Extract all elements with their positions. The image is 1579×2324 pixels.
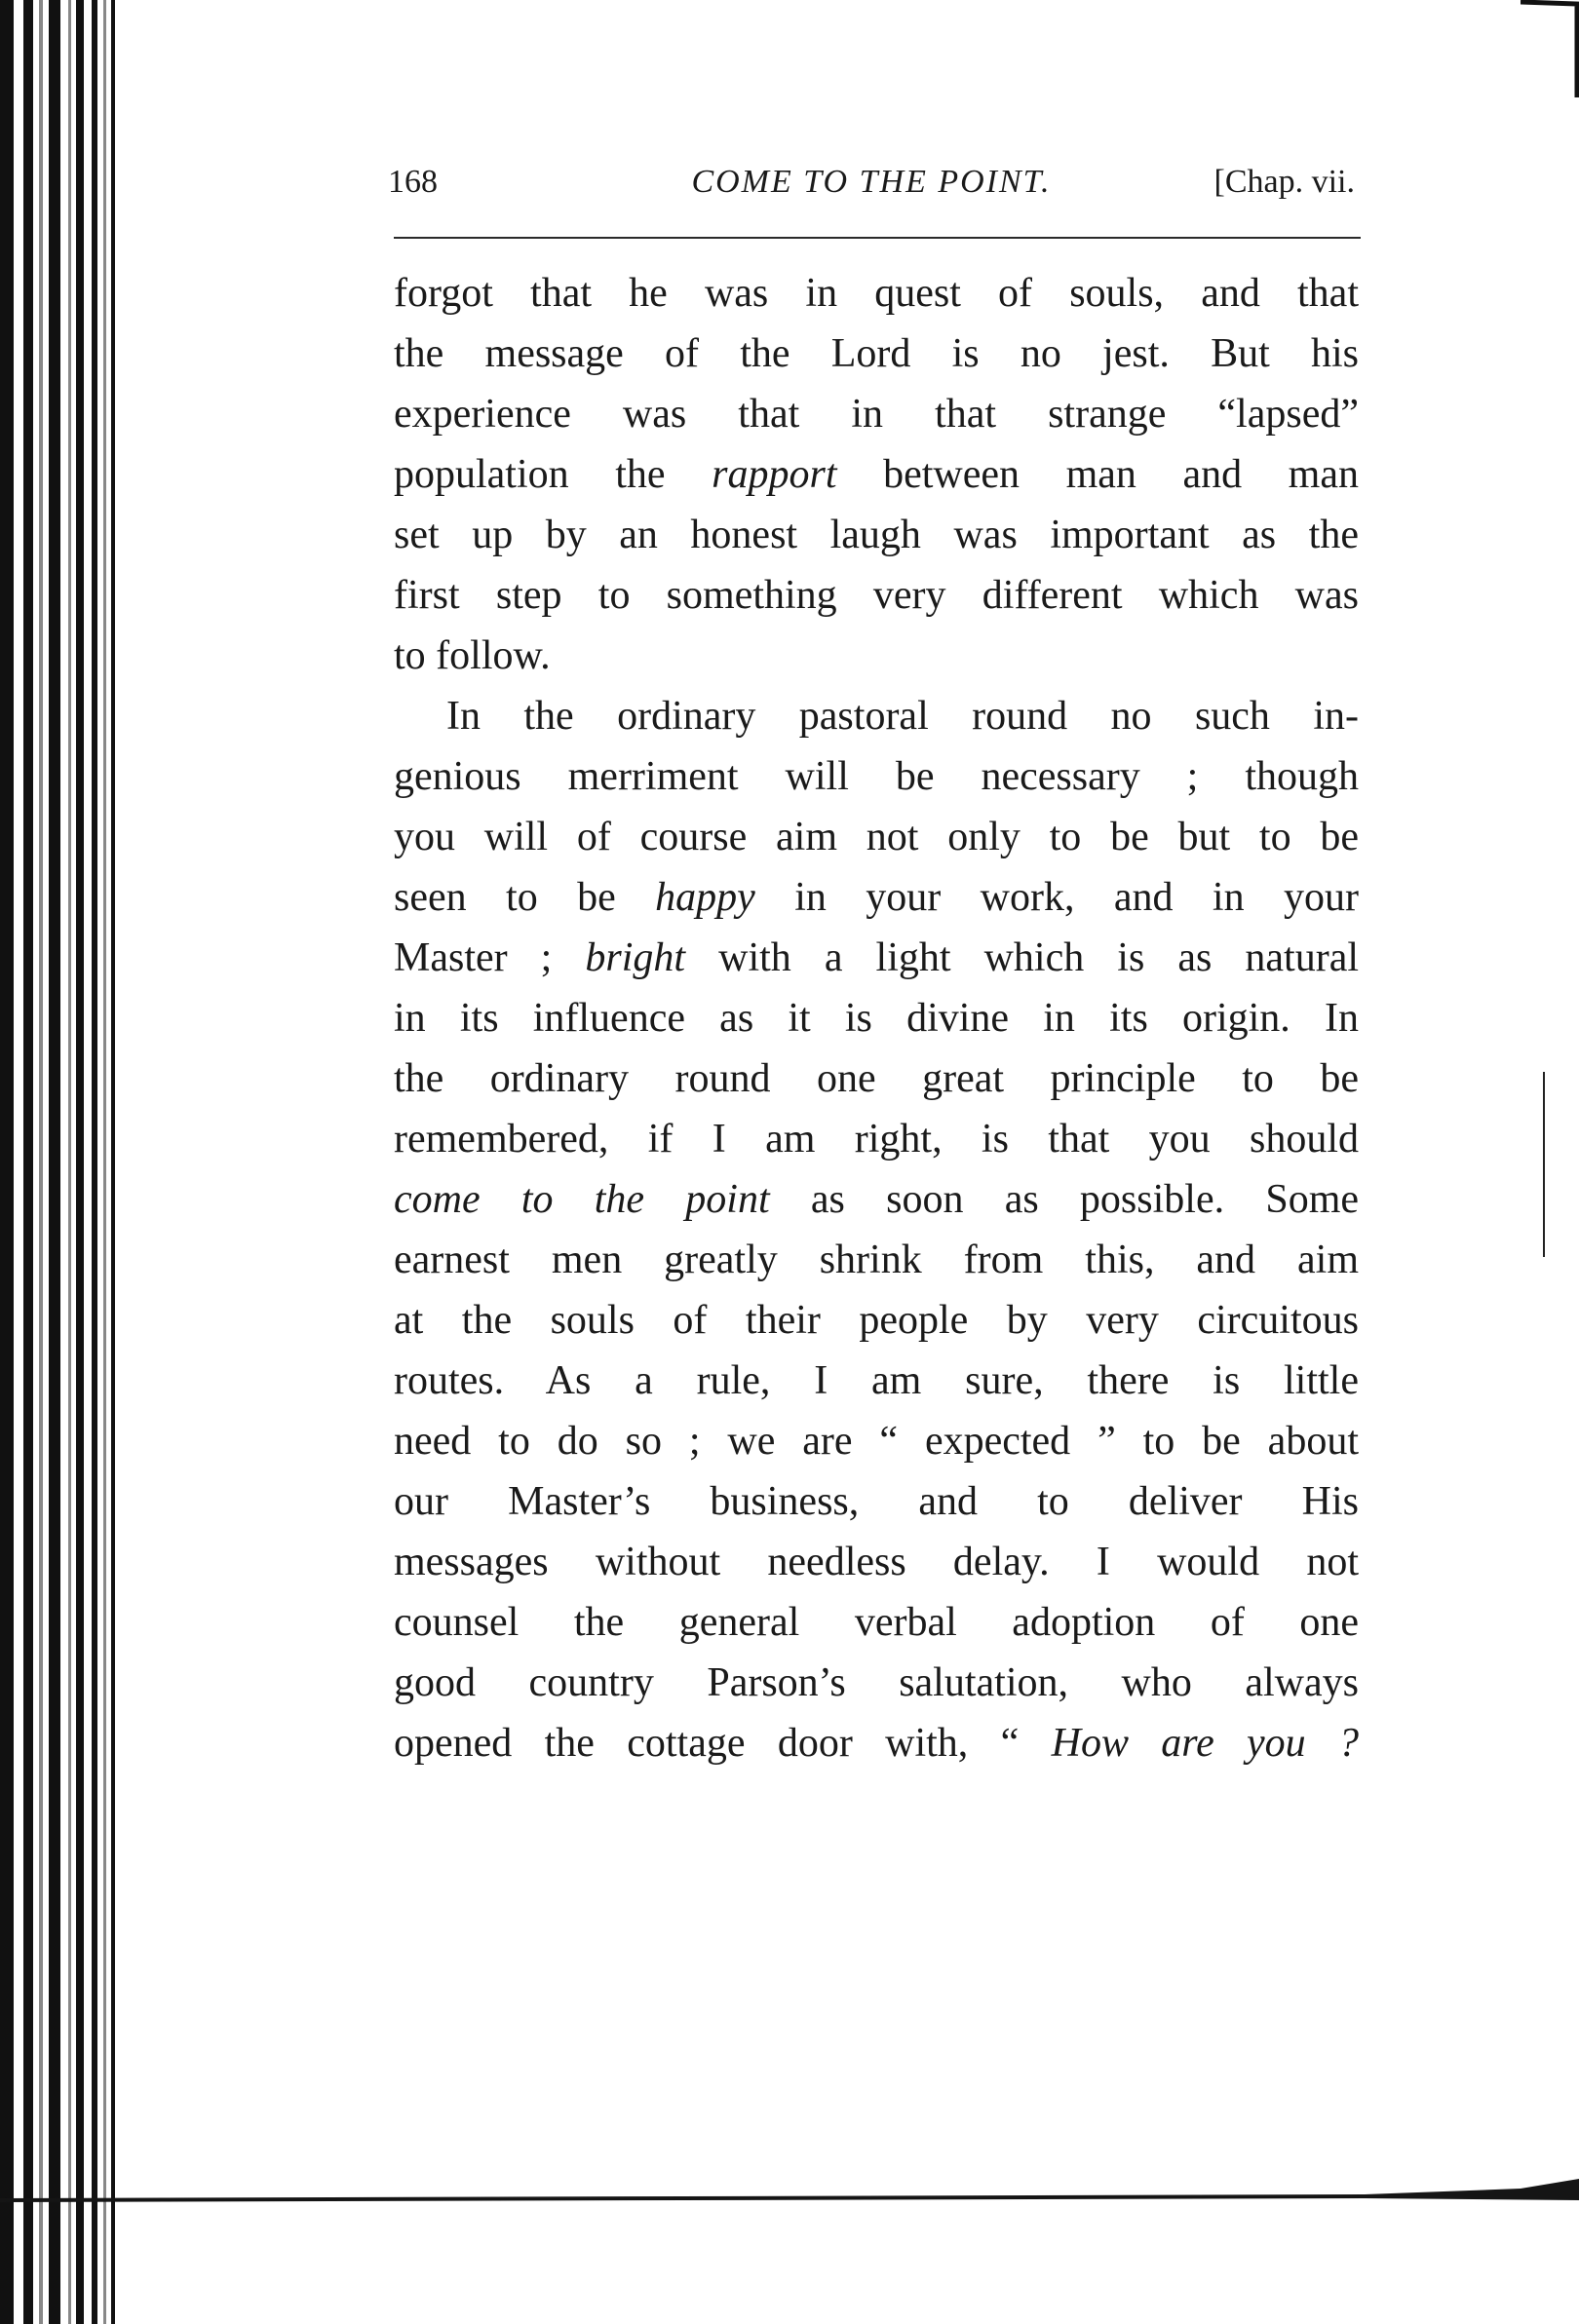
italic-phrase: bright	[585, 935, 686, 980]
text-segment: In the ordinary pastoral round no such in-	[446, 694, 1359, 739]
page-number: 168	[388, 164, 438, 200]
text-line	[394, 867, 1359, 928]
text-line	[394, 746, 1359, 807]
text-line	[394, 1351, 1359, 1411]
running-header	[388, 164, 1355, 210]
text-line	[394, 1532, 1359, 1592]
text-line	[394, 384, 1359, 444]
text-line	[394, 988, 1359, 1048]
scan-margin-mark	[1543, 1072, 1545, 1257]
text-line	[394, 1592, 1359, 1653]
text-segment: seen to be	[394, 875, 656, 920]
text-segment: routes. As a rule, I am sure, there is little	[394, 1358, 1359, 1403]
text-segment: in your work, and in your	[754, 875, 1359, 920]
italic-phrase: How are you ?	[1051, 1721, 1359, 1766]
scan-bottom-edge	[0, 2177, 1579, 2206]
text-segment: Master ;	[394, 935, 586, 980]
text-line	[394, 324, 1359, 384]
text-segment: forgot that he was in quest of souls, and that	[394, 271, 1359, 316]
text-line	[394, 686, 1359, 746]
italic-phrase: happy	[655, 875, 755, 920]
text-line	[394, 505, 1359, 565]
text-segment: as soon as possible. Some	[769, 1177, 1360, 1222]
text-segment: to follow.	[394, 633, 551, 678]
text-segment: you will of course aim not only to be but to be	[394, 815, 1359, 859]
text-segment: good country Parson’s salutation, who always	[394, 1660, 1359, 1705]
text-line	[394, 565, 1359, 626]
scan-corner-mark	[1521, 0, 1579, 107]
text-line	[394, 1471, 1359, 1532]
text-segment: population the	[394, 452, 712, 497]
header-rule	[394, 237, 1361, 239]
italic-phrase: rapport	[712, 452, 837, 497]
text-segment: at the souls of their people by very circuitous	[394, 1298, 1359, 1343]
body-text	[394, 263, 1359, 1773]
text-line	[394, 1411, 1359, 1471]
text-segment: remembered, if I am right, is that you should	[394, 1117, 1359, 1162]
chapter-reference: [Chap. vii.	[1213, 164, 1355, 200]
text-line	[394, 928, 1359, 988]
text-segment: genious merriment will be necessary ; though	[394, 754, 1359, 799]
text-line	[394, 626, 1359, 686]
running-title: COME TO THE POINT.	[691, 164, 1052, 200]
text-line	[394, 1230, 1359, 1290]
text-segment: between man and man	[836, 452, 1359, 497]
text-line	[394, 807, 1359, 867]
text-segment: in its influence as it is divine in its origin. In	[394, 996, 1359, 1041]
text-line	[394, 263, 1359, 324]
italic-phrase: come to the point	[394, 1177, 770, 1222]
text-segment: the ordinary round one great principle to be	[394, 1056, 1359, 1101]
text-segment: experience was that in that strange “lapsed”	[394, 392, 1359, 437]
text-segment: earnest men greatly shrink from this, and aim	[394, 1238, 1359, 1282]
text-line	[394, 1048, 1359, 1109]
text-line	[394, 1169, 1359, 1230]
text-segment: the message of the Lord is no jest. But his	[394, 331, 1359, 376]
text-line	[394, 1109, 1359, 1169]
text-segment: need to do so ; we are “ expected ” to be about	[394, 1419, 1359, 1464]
text-segment: messages without needless delay. I would not	[394, 1540, 1359, 1584]
text-line	[394, 444, 1359, 505]
text-segment: our Master’s business, and to deliver His	[394, 1479, 1359, 1524]
scan-binding-edge	[0, 0, 132, 2324]
text-segment: opened the cottage door with, “	[394, 1721, 1052, 1766]
text-segment: counsel the general verbal adoption of one	[394, 1600, 1359, 1645]
text-line	[394, 1713, 1359, 1773]
text-segment: with a light which is as natural	[685, 935, 1360, 980]
text-line	[394, 1653, 1359, 1713]
text-line	[394, 1290, 1359, 1351]
text-segment: set up by an honest laugh was important as the	[394, 513, 1359, 557]
text-segment: first step to something very different which was	[394, 573, 1359, 618]
